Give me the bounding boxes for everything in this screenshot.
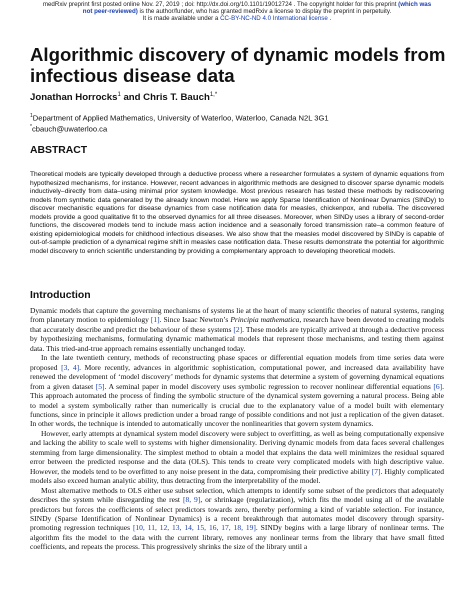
citation-link[interactable]: [7] — [371, 466, 381, 476]
citation-link[interactable]: [2] — [233, 324, 243, 334]
author-name: Chris T. Bauch — [143, 92, 210, 104]
banner-text: It is made available under a — [142, 15, 221, 23]
peer-review-link[interactable]: (which was — [398, 1, 432, 8]
author-separator: and — [120, 92, 144, 104]
peer-review-link[interactable]: not peer-reviewed) — [82, 8, 138, 16]
author-list — [30, 90, 450, 103]
banner-line-1 — [0, 1, 474, 8]
author-affiliation-mark: 1,* — [209, 92, 218, 98]
banner-text: . — [327, 15, 332, 23]
email-text: cbauch@uwaterloo.ca — [31, 124, 108, 134]
intro-paragraph: In the late twentieth century, methods of reconstructing phase spaces or differential equation models from time series data were proposed [3, 4]. More recently, advances in algorithmic sophistication, computational power, and increased data availability have renewed the development of ‘model discovery’ methods for dynamic systems that determine a system of governing dynamical equations from a given dataset [5]. A seminal paper in model discovery uses symbolic regression to recover nonlinear differential equations [6]. This approach automated the process of finding the symbolic structure of the dynamical system governing a natural process. Being able to model a system symbolically rather than numerically is crucial due to the explanatory value of a model built with elementary functions, since in principle it allows prediction under a broad range of possible conditions and not just a replication of the given dataset. In other words, the technique is intended to automatically uncover the nonlinearities that govern system dynamics. — [30, 353, 444, 429]
author-name: Jonathan Horrocks — [30, 92, 118, 104]
citation-link[interactable]: [10, 11, 12, 13, 14, 15, 16, 17, 18, 19] — [132, 523, 256, 533]
citation-link[interactable]: [6] — [433, 381, 443, 391]
citation-link[interactable]: [8, 9] — [182, 495, 201, 505]
banner-text: medRxiv preprint first posted online Nov. 27, 2019 ; doi: http://dx.doi.org/10.1101/19012724 . The copyright holder for this preprint — [42, 1, 399, 8]
affiliation-mark: * — [30, 124, 32, 131]
affiliation-text: Department of Applied Mathematics, University of Waterloo, Waterloo, Canada N2L 3G1 — [32, 113, 329, 123]
book-title: Principia mathematica — [230, 315, 300, 325]
abstract-text: Theoretical models are typically developed through a deductive process where a researcher formulates a system of dynamic equations from hypothesized mechanisms, for instance. However, recent advances in algorithmic methods are designed to discover sparse dynamic models inductively–directly from data–using minimal prior system knowledge. Most previous research has tested these methods by rediscovering models from synthetic data generated by the already known model. Here we apply Sparse Identification of Nonlinear Dynamics (SINDy) to discover mechanistic equations for disease dynamics from case notification data for measles, chickenpox, and rubella. The discovered models provide a good qualitative fit to the observed dynamics for all three diseases. Moreover, when SINDy uses a library of second-order functions, the discovered models tend to include mass action incidence and a seasonally forced transmission rate–a common feature of existing epidemiological models for childhood infectious diseases. We also show that the measles model discovered by SINDy is capable of out-of-sample prediction of a dynamical regime shift in measles case notification data. These results demonstrate the potential for algorithmic model discovery to enrich scientific understanding by providing a complementary approach to developing theoretical models. — [30, 171, 444, 255]
abstract-heading: ABSTRACT — [30, 145, 88, 156]
preprint-banner — [0, 1, 474, 23]
paper-title: Algorithmic discovery of dynamic models from infectious disease data — [30, 44, 446, 86]
citation-link[interactable]: [5] — [95, 381, 105, 391]
banner-text: is the author/funder, who has granted medRxiv a license to display the preprint in perpetuity. — [137, 8, 392, 16]
citation-link[interactable]: [1] — [150, 315, 160, 325]
license-link[interactable]: CC-BY-NC-ND 4.0 International license — [220, 15, 328, 23]
intro-paragraph: Most alternative methods to OLS either use subset selection, which attempts to identify some subset of the predictors that adequately describes the system while disregarding the rest [8, 9], or shrinkage (regularization), which fits the model using all of the available predictors but forces the coefficients of select predictors towards zero, thereby performing a kind of variable selection. For instance, SINDy (Sparse Identification of Nonlinear Dynamics) is a recent breakthrough that automates model discovery through sparsity-promoting regression techniques [10, 11, 12, 13, 14, 15, 16, 17, 18, 19]. SINDy begins with a large library of nonlinear terms. The algorithm fits the model to the data with the current library, removes any nonlinear terms from the library that have small fitted coefficients, and repeats the process. This progressively shrinks the size of the library until a — [30, 485, 444, 552]
author-affiliation-mark: 1 — [117, 92, 121, 98]
intro-paragraph: However, early attempts at dynamical system model discovery were subject to overfitting, as well as being computationally expensive and lacking the ability to scale well to systems with higher dimensionality. Deriving dynamic models from data faces several challenges stemming from large dimensionality. The simplest method to obtain a model that explains the data well minimizes the residual squared error between the predicted response and the data (OLS). This tends to create very complicated models with high descriptive value. However, the models tend to be overfitted to any noise present in the data, compromising their predictive ability [7]. Highly complicated models also exceed human analytic ability, thus detracting from the interpretability of the model. — [30, 428, 444, 486]
introduction-body — [30, 306, 444, 606]
corresponding-email — [30, 123, 450, 134]
introduction-heading: Introduction — [30, 290, 91, 301]
intro-paragraph: Dynamic models that capture the governing mechanisms of systems lie at the heart of many scientific theories of natural systems, ranging from planetary motion to epidemiology [1]. Since Isaac Newton’s Principia mathematica, research have been devoted to creating models that accurately describe and predict the behaviour of these systems [2]. These models are typically arrived at through a deductive process by hypothesizing mechanisms, formulating dynamic mathematical models that represent those mechanisms, and testing them against data. This tried-and-true approach remains essentially unchanged today. — [30, 306, 444, 353]
affiliations — [30, 112, 450, 134]
citation-link[interactable]: [3, 4] — [61, 362, 80, 372]
banner-line-2 — [0, 8, 474, 15]
affiliation-mark: 1 — [30, 113, 33, 119]
affiliation-line — [30, 112, 450, 123]
banner-line-3 — [0, 15, 474, 22]
